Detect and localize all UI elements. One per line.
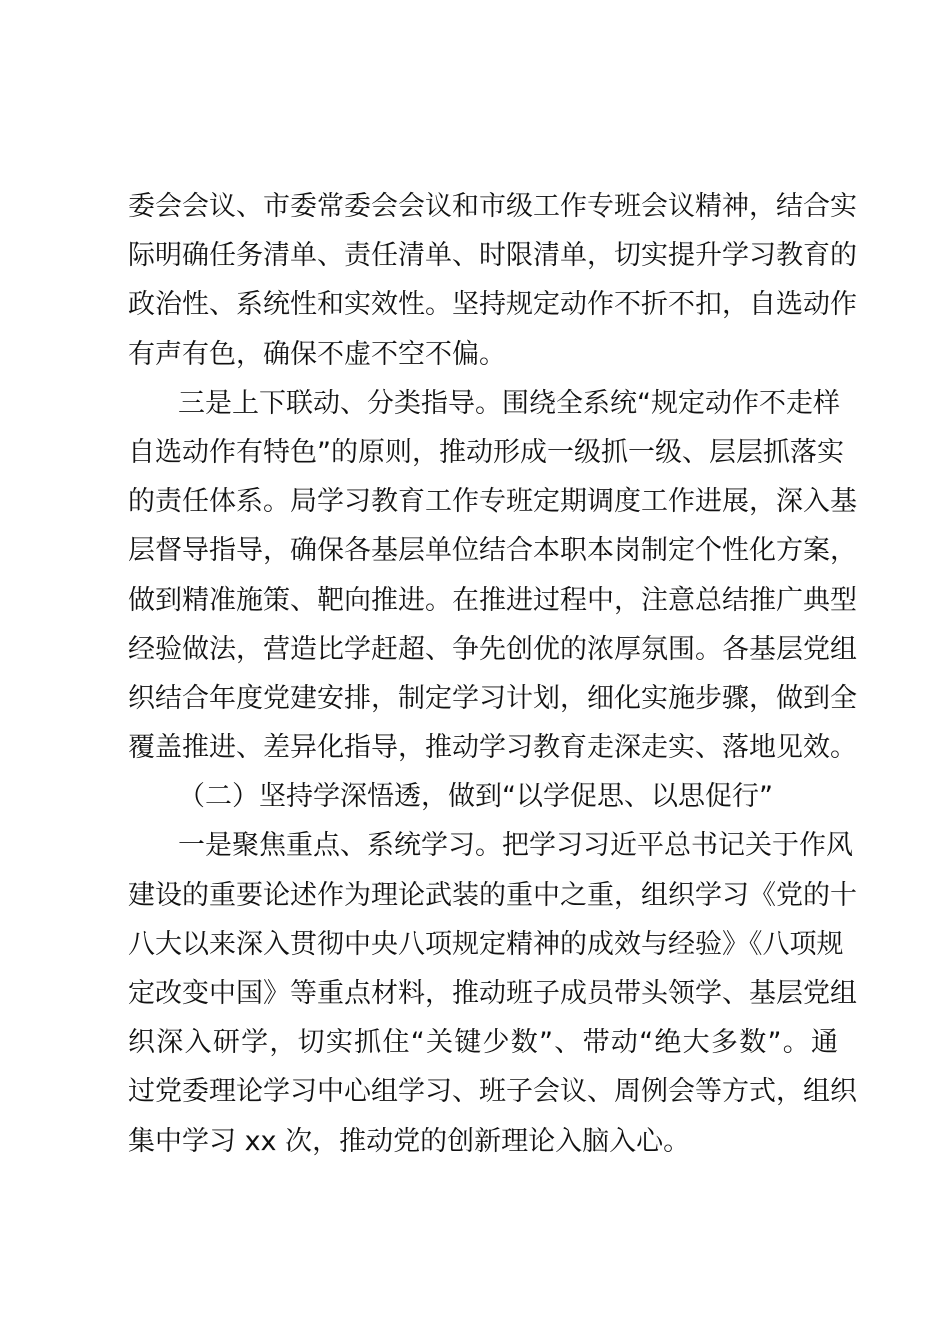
text-line: 做到精准施策、靶向推进。在推进过程中，注意总结推广典型 xyxy=(128,584,857,616)
text-line: 政治性、系统性和实效性。坚持规定动作不折不扣，自选动作 xyxy=(128,289,857,321)
text-line: 际明确任务清单、责任清单、时限清单，切实提升学习教育的 xyxy=(128,240,857,272)
text-line: 一是聚焦重点、系统学习。把学习习近平总书记关于作风 xyxy=(178,830,853,862)
text-line: 经验做法，营造比学赶超、争先创优的浓厚氛围。各基层党组 xyxy=(128,633,857,665)
section-heading xyxy=(128,772,838,821)
text-line: 定改变中国》等重点材料，推动班子成员带头领学、基层党组 xyxy=(128,978,857,1009)
text-line: 三是上下联动、分类指导。围绕全系统“规定动作不走样 xyxy=(178,387,840,419)
text-line: 自选动作有特色”的原则，推动形成一级抓一级、层层抓落实 xyxy=(128,436,844,468)
text-line: 委会会议、市委常委会会议和市级工作专班会议精神，结合实 xyxy=(128,191,857,222)
text-line: 覆盖推进、差异化指导，推动学习教育走深走实、落地见效。 xyxy=(128,732,857,764)
text-line: 层督导指导，确保各基层单位结合本职本岗制定个性化方案， xyxy=(128,535,857,567)
heading-text: （二）坚持学深悟透，做到“以学促思、以思促行” xyxy=(178,781,773,813)
document-body xyxy=(128,182,857,1166)
paragraph-linkage-guidance xyxy=(128,379,857,773)
text-line: 的责任体系。局学习教育工作专班定期调度工作进展，深入基 xyxy=(128,486,857,518)
text-line: 过党委理论学习中心组学习、班子会议、周例会等方式，组织 xyxy=(128,1076,857,1108)
text-line: 八大以来深入贯彻中央八项规定精神的成效与经验》《八项规 xyxy=(128,928,844,960)
text-line: 建设的重要论述作为理论武装的重中之重，组织学习《党的十 xyxy=(128,879,857,911)
text-line: 有声有色，确保不虚不空不偏。 xyxy=(128,338,506,370)
paragraph-continuation xyxy=(128,182,857,379)
paragraph-focused-study xyxy=(128,821,857,1165)
text-line: 集中学习 xx 次，推动党的创新理论入脑入心。 xyxy=(128,1125,691,1157)
text-line: 织深入研学，切实抓住“关键少数”、带动“绝大多数”。通 xyxy=(128,1027,838,1059)
text-line: 织结合年度党建安排，制定学习计划，细化实施步骤，做到全 xyxy=(128,682,857,714)
